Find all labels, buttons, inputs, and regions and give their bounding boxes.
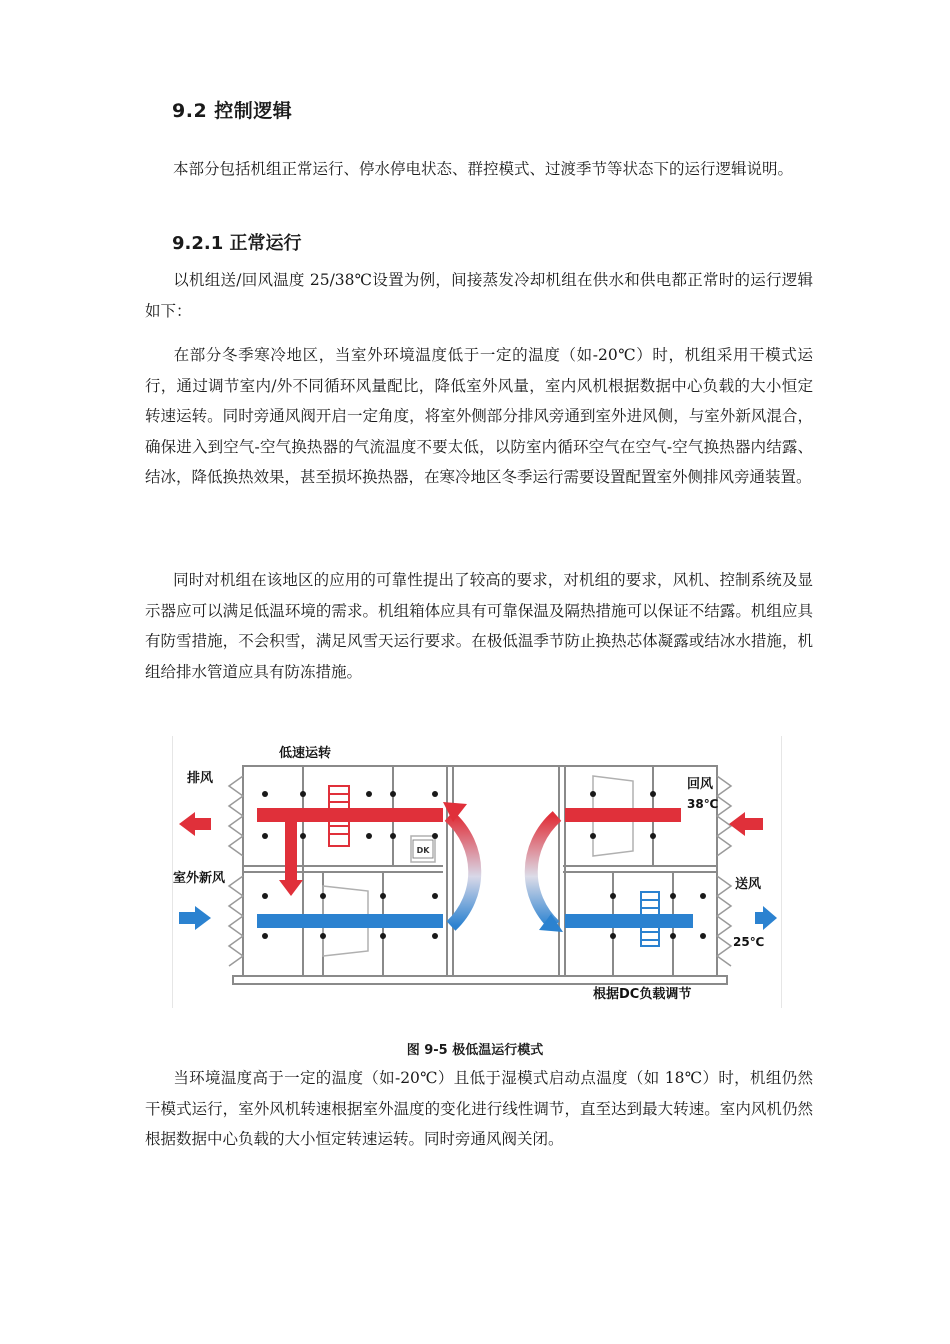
paragraph-4 xyxy=(145,1063,813,1155)
cold-air-flow xyxy=(179,906,777,930)
unit-diagram xyxy=(173,736,781,1008)
paragraph-3-text: 同时对机组在该地区的应用的可靠性提出了较高的要求，对机组的要求，风机、控制系统及显示器应可以满足低温环境的需求。机组箱体应具有可靠保温及隔热措施可以保证不结露。机组应具有防雪措施，不会积雪，满足风雪天运行要求。在极低温季节防止换热芯体凝露或结冰水措施，机组给排水管道应具有防冻措施。 xyxy=(145,571,813,681)
dk-label: DK xyxy=(416,846,430,855)
heat-exchanger-arcs xyxy=(443,802,563,932)
paragraph-1-text: 以机组送/回风温度 25/38℃设置为例，间接蒸发冷却机组在供水和供电都正常时的运行逻辑如下： xyxy=(145,271,813,320)
intro-text: 本部分包括机组正常运行、停水停电状态、群控模式、过渡季节等状态下的运行逻辑说明。 xyxy=(173,160,794,178)
fresh-air-label: 室外新风 xyxy=(173,871,226,886)
figure-caption: 图 9-5 极低温运行模式 xyxy=(406,1043,544,1058)
dk-box xyxy=(413,840,433,858)
section-heading-9-2-1: 9.2.1 正常运行 xyxy=(172,233,302,254)
supply-temp-label: 25℃ xyxy=(733,935,765,949)
paragraph-2 xyxy=(145,340,813,493)
intro-paragraph xyxy=(145,154,813,185)
paragraph-2-text: 在部分冬季寒冷地区，当室外环境温度低于一定的温度（如-20℃）时，机组采用干模式运行，通过调节室内/外不同循环风量配比，降低室外风量，室内风机根据数据中心负载的大小恒定转速运转。同时旁通风阀开启一定角度，将室外侧部分排风旁通到室外进风侧，与室外新风混合，确保进入到空气-空气换热器的气流温度不要太低，以防室内循环空气在空气-空气换热器内结露、结冰，降低换热效果，甚至损坏换热器，在寒冷地区冬季运行需要设置配置室外侧排风旁通装置。 xyxy=(145,346,813,486)
return-label: 回风 xyxy=(687,777,714,792)
paragraph-4-text: 当环境温度高于一定的温度（如-20℃）且低于湿模式启动点温度（如 18℃）时，机组仍然干模式运行，室外风机转速根据室外温度的变化进行线性调节，直至达到最大转速。室内风机仍然根据数据中心负载的大小恒定转速运转。同时旁通风阀关闭。 xyxy=(145,1069,813,1148)
low-speed-label: 低速运转 xyxy=(279,746,332,761)
supply-label: 送风 xyxy=(735,877,762,892)
louver-left xyxy=(229,776,243,966)
exhaust-label: 排风 xyxy=(187,771,214,786)
return-temp-label: 38℃ xyxy=(687,797,719,811)
figure-low-temp-mode xyxy=(172,736,782,1008)
dc-load-label: 根据DC负载调节 xyxy=(593,987,692,1002)
paragraph-3 xyxy=(145,565,813,687)
louver-right xyxy=(717,776,731,966)
section-heading-9-2: 9.2 控制逻辑 xyxy=(172,100,293,122)
paragraph-1 xyxy=(145,265,813,326)
